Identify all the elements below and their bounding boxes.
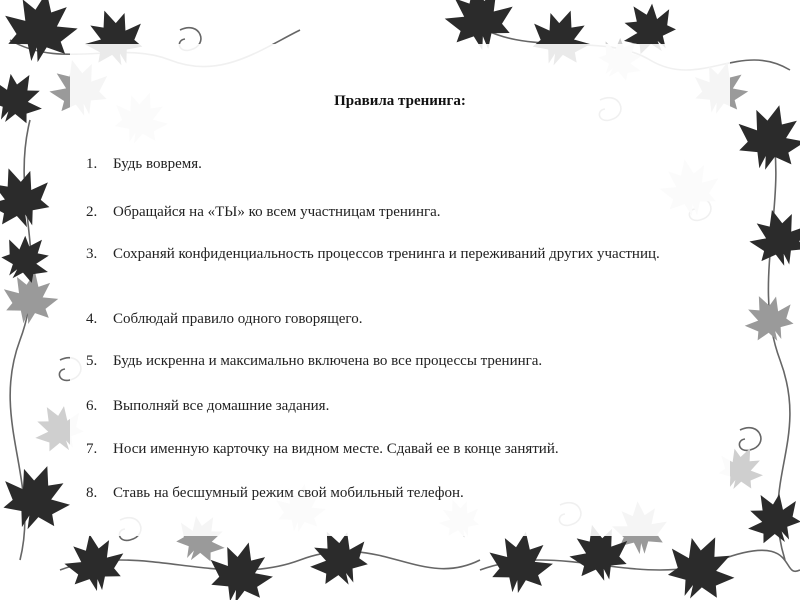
rule-number: 4.	[86, 311, 98, 327]
rule-number: 1.	[86, 156, 98, 172]
rule-text: Выполняй все домашние задания.	[113, 398, 330, 414]
content-panel	[70, 44, 730, 536]
rule-item-3	[86, 242, 706, 266]
rule-number: 3.	[86, 246, 98, 262]
rule-text: Будь вовремя.	[113, 156, 202, 172]
rule-text: Будь искренна и максимально включена во все процессы тренинга.	[113, 353, 543, 369]
rule-text: Сохраняй конфиденциальность процессов тренинга и переживаний других участниц.	[113, 246, 660, 262]
rule-number: 7.	[86, 441, 98, 457]
rule-text: Соблюдай правило одного говорящего.	[113, 311, 363, 327]
rule-number: 5.	[86, 353, 98, 369]
rule-text: Носи именную карточку на видном месте. Сдавай ее в конце занятий.	[113, 441, 559, 457]
page-title: Правила тренинга:	[334, 93, 466, 109]
rule-text: Обращайся на «ТЫ» ко всем участницам тренинга.	[113, 204, 441, 220]
rule-number: 8.	[86, 485, 98, 501]
rule-item-7	[86, 437, 706, 461]
rule-item-6	[86, 394, 706, 418]
rule-item-8	[86, 481, 706, 505]
rule-item-2	[86, 200, 706, 224]
rule-item-4	[86, 307, 706, 331]
rule-item-5	[86, 349, 706, 373]
rule-item-1	[86, 152, 706, 176]
rule-text: Ставь на бесшумный режим свой мобильный телефон.	[113, 485, 464, 501]
rule-number: 6.	[86, 398, 98, 414]
rule-number: 2.	[86, 204, 98, 220]
